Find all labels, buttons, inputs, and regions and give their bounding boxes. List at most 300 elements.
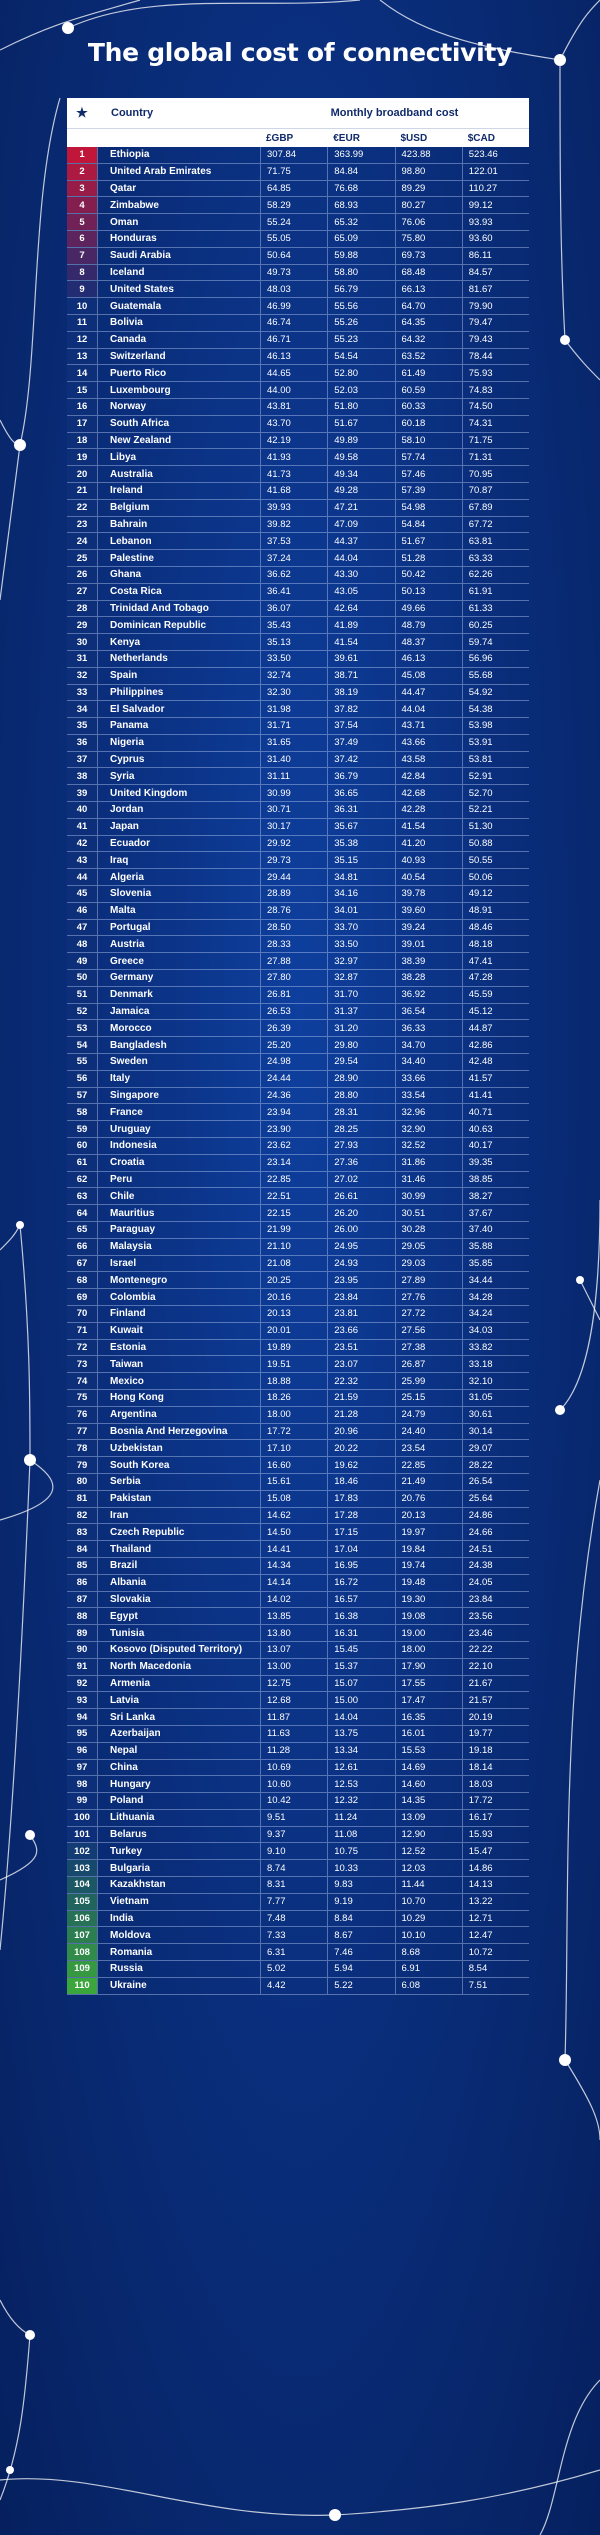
table-row	[67, 1054, 529, 1071]
page-title: The global cost of connectivity	[87, 38, 513, 67]
cost-cell-cad: 70.95	[462, 466, 529, 482]
cost-cell-gbp: 29.44	[260, 869, 327, 885]
cost-cell-gbp: 14.41	[260, 1541, 327, 1557]
country-cell: Bolivia	[97, 315, 260, 331]
cost-cell-usd: 64.70	[395, 298, 462, 314]
country-cell: Philippines	[97, 685, 260, 701]
table-row	[67, 1020, 529, 1037]
country-cell: Belgium	[97, 500, 260, 516]
cost-cell-cad: 31.05	[462, 1390, 529, 1406]
cost-cell-gbp: 28.33	[260, 936, 327, 952]
cost-cell-eur: 68.93	[327, 197, 394, 213]
rank-cell: 18	[67, 433, 97, 449]
table-row	[67, 1776, 529, 1793]
cost-cell-usd: 39.24	[395, 920, 462, 936]
cost-cell-gbp: 10.69	[260, 1760, 327, 1776]
cost-cell-eur: 16.38	[327, 1608, 394, 1624]
cost-cell-cad: 37.40	[462, 1222, 529, 1238]
cost-cell-usd: 24.79	[395, 1407, 462, 1423]
cost-cell-usd: 19.08	[395, 1608, 462, 1624]
cost-cell-cad: 28.22	[462, 1457, 529, 1473]
cost-cell-gbp: 32.74	[260, 668, 327, 684]
cost-cell-gbp: 55.24	[260, 214, 327, 230]
cost-cell-eur: 17.15	[327, 1524, 394, 1540]
rank-cell: 9	[67, 281, 97, 297]
cost-cell-gbp: 25.20	[260, 1037, 327, 1053]
cost-cell-usd: 38.39	[395, 953, 462, 969]
cost-cell-usd: 6.91	[395, 1961, 462, 1977]
table-row	[67, 1121, 529, 1138]
network-node	[560, 335, 570, 345]
table-row	[67, 550, 529, 567]
cost-cell-cad: 50.88	[462, 836, 529, 852]
cost-cell-gbp: 26.53	[260, 1004, 327, 1020]
rank-cell: 64	[67, 1205, 97, 1221]
cost-cell-cad: 74.31	[462, 416, 529, 432]
cost-cell-cad: 52.70	[462, 785, 529, 801]
cost-cell-gbp: 27.88	[260, 953, 327, 969]
country-cell: Latvia	[97, 1692, 260, 1708]
table-row	[67, 1676, 529, 1693]
cost-cell-gbp: 17.10	[260, 1440, 327, 1456]
rank-cell: 57	[67, 1088, 97, 1104]
table-row	[67, 1743, 529, 1760]
network-line	[565, 1480, 600, 2060]
table-row	[67, 416, 529, 433]
country-cell: Poland	[97, 1793, 260, 1809]
rank-cell: 4	[67, 197, 97, 213]
rank-cell: 53	[67, 1020, 97, 1036]
cost-cell-eur: 9.83	[327, 1877, 394, 1893]
rank-cell: 66	[67, 1239, 97, 1255]
table-row	[67, 332, 529, 349]
country-cell: Hungary	[97, 1776, 260, 1792]
cost-cell-usd: 11.44	[395, 1877, 462, 1893]
country-cell: Montenegro	[97, 1272, 260, 1288]
cost-cell-cad: 25.64	[462, 1491, 529, 1507]
rank-cell: 67	[67, 1256, 97, 1272]
cost-cell-cad: 75.93	[462, 365, 529, 381]
cost-cell-usd: 48.37	[395, 634, 462, 650]
cost-cell-gbp: 71.75	[260, 164, 327, 180]
cost-cell-cad: 21.67	[462, 1676, 529, 1692]
cost-cell-eur: 37.54	[327, 718, 394, 734]
table-row	[67, 214, 529, 231]
table-row	[67, 365, 529, 382]
cost-cell-cad: 53.98	[462, 718, 529, 734]
cost-cell-gbp: 30.99	[260, 785, 327, 801]
network-line	[560, 1200, 600, 1410]
cost-cell-cad: 93.60	[462, 231, 529, 247]
cost-cell-usd: 57.46	[395, 466, 462, 482]
cost-cell-usd: 27.89	[395, 1272, 462, 1288]
country-cell: United Kingdom	[97, 785, 260, 801]
cost-cell-cad: 47.41	[462, 953, 529, 969]
cost-cell-cad: 15.93	[462, 1827, 529, 1843]
cost-cell-cad: 12.71	[462, 1911, 529, 1927]
country-cell: South Korea	[97, 1457, 260, 1473]
cost-cell-usd: 48.79	[395, 617, 462, 633]
table-row	[67, 1793, 529, 1810]
cost-cell-eur: 43.05	[327, 584, 394, 600]
cost-cell-eur: 15.00	[327, 1692, 394, 1708]
cost-cell-gbp: 44.65	[260, 365, 327, 381]
cost-cell-usd: 39.78	[395, 886, 462, 902]
cost-cell-cad: 24.66	[462, 1524, 529, 1540]
rank-cell: 27	[67, 584, 97, 600]
country-cell: Ukraine	[97, 1978, 260, 1994]
country-cell: Slovakia	[97, 1592, 260, 1608]
rank-cell: 86	[67, 1575, 97, 1591]
rank-cell: 59	[67, 1121, 97, 1137]
table-row	[67, 382, 529, 399]
cost-cell-usd: 17.90	[395, 1659, 462, 1675]
table-row	[67, 517, 529, 534]
cost-cell-eur: 10.33	[327, 1860, 394, 1876]
country-cell: Brazil	[97, 1558, 260, 1574]
country-cell: Austria	[97, 936, 260, 952]
cost-cell-gbp: 39.93	[260, 500, 327, 516]
cost-cell-gbp: 307.84	[260, 147, 327, 163]
cost-cell-cad: 41.57	[462, 1071, 529, 1087]
cost-cell-usd: 98.80	[395, 164, 462, 180]
cost-cell-usd: 17.55	[395, 1676, 462, 1692]
cost-cell-eur: 35.38	[327, 836, 394, 852]
cost-cell-cad: 53.91	[462, 735, 529, 751]
star-icon: ★	[76, 105, 88, 120]
cost-cell-gbp: 17.72	[260, 1424, 327, 1440]
rank-cell: 6	[67, 231, 97, 247]
table-row	[67, 1608, 529, 1625]
table-row	[67, 1373, 529, 1390]
cost-cell-eur: 37.82	[327, 701, 394, 717]
cost-cell-gbp: 18.88	[260, 1373, 327, 1389]
table-row	[67, 685, 529, 702]
rank-cell: 55	[67, 1054, 97, 1070]
table-row	[67, 1340, 529, 1357]
cost-cell-eur: 34.16	[327, 886, 394, 902]
cost-cell-gbp: 55.05	[260, 231, 327, 247]
table-row	[67, 1390, 529, 1407]
cost-cell-usd: 36.92	[395, 987, 462, 1003]
cost-cell-cad: 42.48	[462, 1054, 529, 1070]
cost-cell-eur: 44.04	[327, 550, 394, 566]
rank-cell: 76	[67, 1407, 97, 1423]
network-line	[0, 445, 20, 600]
rank-cell: 91	[67, 1659, 97, 1675]
cost-cell-usd: 66.13	[395, 281, 462, 297]
rank-cell: 85	[67, 1558, 97, 1574]
country-cell: Slovenia	[97, 886, 260, 902]
country-cell: Algeria	[97, 869, 260, 885]
rank-cell: 84	[67, 1541, 97, 1557]
cost-cell-usd: 57.74	[395, 449, 462, 465]
country-cell: Japan	[97, 819, 260, 835]
country-cell: Jamaica	[97, 1004, 260, 1020]
table-row	[67, 1508, 529, 1525]
cost-cell-eur: 38.71	[327, 668, 394, 684]
cost-cell-gbp: 24.44	[260, 1071, 327, 1087]
country-cell: Ireland	[97, 483, 260, 499]
rank-cell: 63	[67, 1188, 97, 1204]
rank-cell: 16	[67, 399, 97, 415]
rank-cell: 29	[67, 617, 97, 633]
country-cell: Kuwait	[97, 1323, 260, 1339]
cost-cell-eur: 49.58	[327, 449, 394, 465]
cost-cell-gbp: 31.11	[260, 768, 327, 784]
cost-cell-gbp: 48.03	[260, 281, 327, 297]
cost-cell-usd: 76.06	[395, 214, 462, 230]
cost-cell-cad: 30.61	[462, 1407, 529, 1423]
cost-cell-usd: 31.86	[395, 1155, 462, 1171]
cost-cell-gbp: 10.60	[260, 1776, 327, 1792]
rank-cell: 106	[67, 1911, 97, 1927]
country-cell: China	[97, 1760, 260, 1776]
table-row	[67, 1642, 529, 1659]
cost-cell-cad: 40.71	[462, 1104, 529, 1120]
rank-cell: 5	[67, 214, 97, 230]
rank-cell: 17	[67, 416, 97, 432]
cost-cell-usd: 32.52	[395, 1138, 462, 1154]
cost-cell-usd: 15.53	[395, 1743, 462, 1759]
cost-cell-eur: 65.09	[327, 231, 394, 247]
table-row	[67, 1306, 529, 1323]
cost-cell-eur: 37.49	[327, 735, 394, 751]
country-cell: Finland	[97, 1306, 260, 1322]
network-line	[0, 2335, 30, 2500]
country-cell: Puerto Rico	[97, 365, 260, 381]
cost-cell-eur: 28.90	[327, 1071, 394, 1087]
country-cell: Panama	[97, 718, 260, 734]
table-row	[67, 399, 529, 416]
cost-cell-gbp: 14.62	[260, 1508, 327, 1524]
cost-cell-eur: 9.19	[327, 1894, 394, 1910]
cost-cell-eur: 52.03	[327, 382, 394, 398]
cost-cell-cad: 14.13	[462, 1877, 529, 1893]
cost-cell-usd: 38.28	[395, 970, 462, 986]
cost-cell-usd: 60.33	[395, 399, 462, 415]
cost-cell-gbp: 13.07	[260, 1642, 327, 1658]
country-cell: Germany	[97, 970, 260, 986]
table-row	[67, 1457, 529, 1474]
cost-cell-eur: 27.02	[327, 1172, 394, 1188]
cost-cell-usd: 27.38	[395, 1340, 462, 1356]
cost-cell-eur: 54.54	[327, 349, 394, 365]
cost-cell-gbp: 31.65	[260, 735, 327, 751]
cost-cell-eur: 12.32	[327, 1793, 394, 1809]
cost-cell-usd: 26.87	[395, 1356, 462, 1372]
cost-cell-usd: 25.15	[395, 1390, 462, 1406]
table-row	[67, 500, 529, 517]
country-cell: Albania	[97, 1575, 260, 1591]
cost-cell-cad: 19.18	[462, 1743, 529, 1759]
cost-cell-usd: 33.66	[395, 1071, 462, 1087]
rank-cell: 31	[67, 651, 97, 667]
rank-cell: 77	[67, 1424, 97, 1440]
country-cell: Iceland	[97, 265, 260, 281]
cost-cell-usd: 34.70	[395, 1037, 462, 1053]
cost-cell-cad: 22.22	[462, 1642, 529, 1658]
cost-cell-eur: 36.79	[327, 768, 394, 784]
cost-cell-usd: 10.29	[395, 1911, 462, 1927]
cost-cell-gbp: 15.61	[260, 1474, 327, 1490]
rank-cell: 71	[67, 1323, 97, 1339]
cost-cell-usd: 49.66	[395, 601, 462, 617]
currency-header-usd: $USD	[400, 132, 428, 144]
network-line	[565, 340, 600, 380]
cost-cell-cad: 54.92	[462, 685, 529, 701]
cost-cell-usd: 43.58	[395, 752, 462, 768]
network-line	[540, 2380, 600, 2535]
rank-cell: 2	[67, 164, 97, 180]
cost-cell-usd: 30.51	[395, 1205, 462, 1221]
country-cell: Portugal	[97, 920, 260, 936]
cost-cell-usd: 63.52	[395, 349, 462, 365]
cost-cell-gbp: 64.85	[260, 181, 327, 197]
cost-cell-gbp: 23.90	[260, 1121, 327, 1137]
rank-cell: 32	[67, 668, 97, 684]
cost-cell-usd: 51.67	[395, 533, 462, 549]
cost-cell-eur: 16.31	[327, 1625, 394, 1641]
table-row	[67, 634, 529, 651]
cost-cell-usd: 423.88	[395, 147, 462, 163]
cost-cell-usd: 57.39	[395, 483, 462, 499]
cost-cell-eur: 17.04	[327, 1541, 394, 1557]
table-row	[67, 819, 529, 836]
country-cell: Paraguay	[97, 1222, 260, 1238]
country-cell: France	[97, 1104, 260, 1120]
country-cell: North Macedonia	[97, 1659, 260, 1675]
table-row	[67, 1239, 529, 1256]
country-cell: Trinidad And Tobago	[97, 601, 260, 617]
cost-cell-eur: 35.15	[327, 852, 394, 868]
cost-cell-gbp: 24.98	[260, 1054, 327, 1070]
cost-cell-eur: 16.57	[327, 1592, 394, 1608]
cost-cell-eur: 10.75	[327, 1843, 394, 1859]
cost-cell-gbp: 23.14	[260, 1155, 327, 1171]
cost-cell-eur: 26.61	[327, 1188, 394, 1204]
cost-cell-eur: 17.83	[327, 1491, 394, 1507]
cost-cell-usd: 40.54	[395, 869, 462, 885]
rank-cell: 98	[67, 1776, 97, 1792]
cost-cell-gbp: 29.73	[260, 852, 327, 868]
table-row	[67, 785, 529, 802]
table-row	[67, 1138, 529, 1155]
cost-cell-eur: 41.54	[327, 634, 394, 650]
cost-cell-cad: 50.55	[462, 852, 529, 868]
rank-cell: 3	[67, 181, 97, 197]
table-row	[67, 1037, 529, 1054]
table-row	[67, 718, 529, 735]
table-row	[67, 802, 529, 819]
cost-cell-gbp: 46.71	[260, 332, 327, 348]
table-row	[67, 1272, 529, 1289]
country-cell: Thailand	[97, 1541, 260, 1557]
cost-cell-eur: 15.07	[327, 1676, 394, 1692]
cost-cell-cad: 22.10	[462, 1659, 529, 1675]
country-cell: Moldova	[97, 1927, 260, 1943]
country-cell: Greece	[97, 953, 260, 969]
cost-cell-gbp: 18.00	[260, 1407, 327, 1423]
country-cell: Netherlands	[97, 651, 260, 667]
network-node	[555, 1405, 565, 1415]
cost-cell-eur: 55.56	[327, 298, 394, 314]
cost-cell-cad: 10.72	[462, 1944, 529, 1960]
country-cell: Switzerland	[97, 349, 260, 365]
cost-cell-eur: 31.20	[327, 1020, 394, 1036]
cost-cell-eur: 27.36	[327, 1155, 394, 1171]
cost-cell-eur: 42.64	[327, 601, 394, 617]
cost-cell-usd: 6.08	[395, 1978, 462, 1994]
cost-cell-eur: 13.34	[327, 1743, 394, 1759]
rank-cell: 52	[67, 1004, 97, 1020]
rank-cell: 21	[67, 483, 97, 499]
cost-cell-eur: 51.67	[327, 416, 394, 432]
country-cell: Ethiopia	[97, 147, 260, 163]
rank-cell: 12	[67, 332, 97, 348]
table-row	[67, 836, 529, 853]
cost-cell-usd: 12.03	[395, 1860, 462, 1876]
cost-cell-eur: 55.23	[327, 332, 394, 348]
cost-cell-usd: 43.66	[395, 735, 462, 751]
cost-cell-cad: 19.77	[462, 1726, 529, 1742]
network-node	[329, 2509, 341, 2521]
country-cell: Colombia	[97, 1289, 260, 1305]
country-cell: Israel	[97, 1256, 260, 1272]
monthly-cost-group-header: Monthly broadband cost	[330, 107, 459, 119]
cost-cell-gbp: 29.92	[260, 836, 327, 852]
rank-cell: 75	[67, 1390, 97, 1406]
cost-cell-eur: 28.31	[327, 1104, 394, 1120]
cost-cell-gbp: 7.33	[260, 1927, 327, 1943]
cost-cell-cad: 93.93	[462, 214, 529, 230]
cost-cell-usd: 32.96	[395, 1104, 462, 1120]
cost-cell-gbp: 23.94	[260, 1104, 327, 1120]
cost-cell-gbp: 14.14	[260, 1575, 327, 1591]
cost-cell-gbp: 19.89	[260, 1340, 327, 1356]
rank-cell: 69	[67, 1289, 97, 1305]
country-cell: United States	[97, 281, 260, 297]
rank-cell: 38	[67, 768, 97, 784]
cost-cell-eur: 32.97	[327, 953, 394, 969]
network-line	[68, 0, 360, 28]
table-row	[67, 601, 529, 618]
country-cell: Hong Kong	[97, 1390, 260, 1406]
rank-cell: 96	[67, 1743, 97, 1759]
cost-cell-gbp: 14.34	[260, 1558, 327, 1574]
rank-cell: 44	[67, 869, 97, 885]
cost-cell-usd: 19.30	[395, 1592, 462, 1608]
cost-cell-eur: 5.22	[327, 1978, 394, 1994]
rank-cell: 43	[67, 852, 97, 868]
country-cell: Bahrain	[97, 517, 260, 533]
cost-cell-eur: 16.72	[327, 1575, 394, 1591]
rank-cell: 54	[67, 1037, 97, 1053]
rank-cell: 78	[67, 1440, 97, 1456]
table-row	[67, 181, 529, 198]
rank-cell: 82	[67, 1508, 97, 1524]
cost-cell-eur: 28.80	[327, 1088, 394, 1104]
table-row	[67, 449, 529, 466]
cost-cell-usd: 30.99	[395, 1188, 462, 1204]
rank-cell: 11	[67, 315, 97, 331]
cost-cell-gbp: 30.71	[260, 802, 327, 818]
cost-cell-eur: 36.31	[327, 802, 394, 818]
cost-cell-gbp: 46.74	[260, 315, 327, 331]
country-cell: Singapore	[97, 1088, 260, 1104]
network-node	[25, 1830, 35, 1840]
cost-cell-cad: 12.47	[462, 1927, 529, 1943]
